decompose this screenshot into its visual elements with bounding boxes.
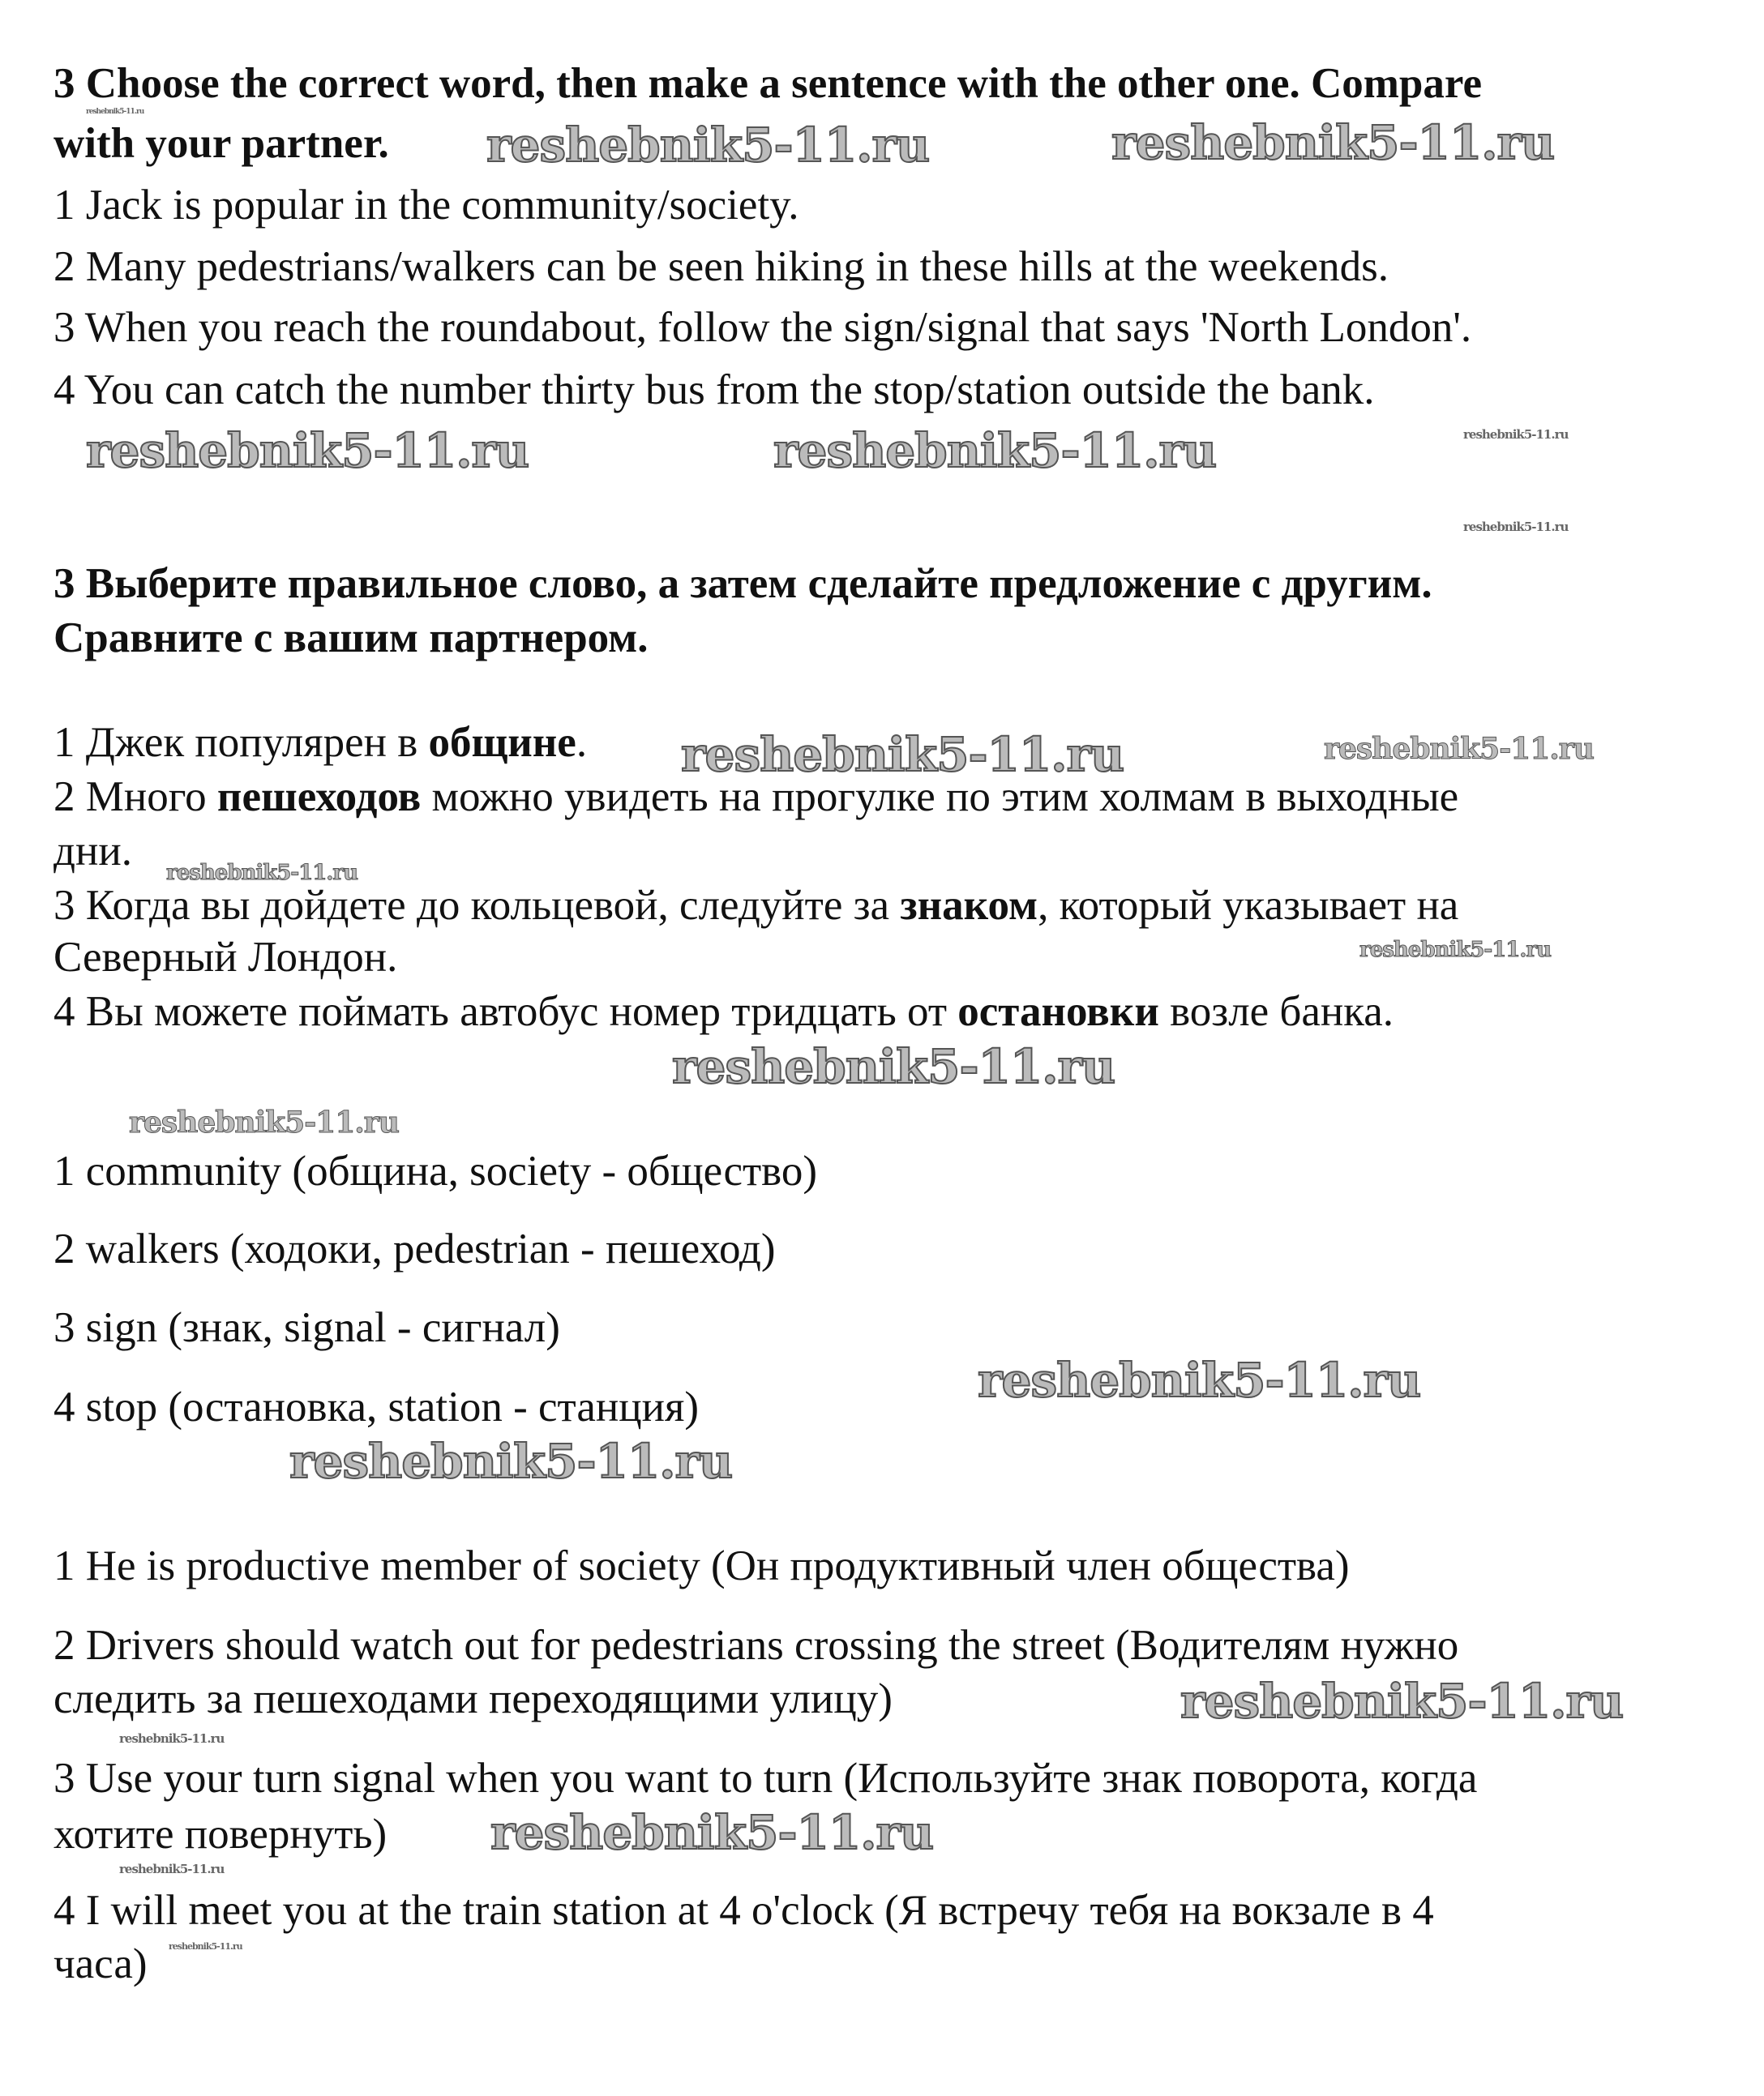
answer-item: 3 sign (знак, signal - сигнал) (54, 1304, 560, 1351)
translation-item-cont: Северный Лондон. (54, 934, 398, 981)
sentence-item-cont: следить за пешеходами переходящими улицу) (54, 1675, 893, 1722)
watermark: reshebnik5-11.ru (86, 108, 144, 116)
exercise-item: 1 Jack is popular in the community/society. (54, 182, 799, 229)
watermark: reshebnik5-11.ru (289, 1434, 733, 1489)
watermark: reshebnik5-11.ru (486, 118, 930, 173)
text: 2 Много (54, 773, 217, 820)
text: , который указывает на (1038, 882, 1459, 929)
exercise-item: 3 When you reach the roundabout, follow the sign/signal that says 'North London'. (54, 304, 1472, 351)
watermark: reshebnik5-11.ru (1463, 520, 1569, 534)
answer-item: 1 community (община, society - общество) (54, 1148, 817, 1195)
translation-item (54, 880, 1458, 930)
watermark: reshebnik5-11.ru (166, 861, 358, 885)
exercise-item: 4 You can catch the number thirty bus from the stop/station outside the bank. (54, 366, 1375, 413)
watermark: reshebnik5-11.ru (1359, 938, 1552, 962)
watermark: reshebnik5-11.ru (1324, 732, 1594, 766)
watermark: reshebnik5-11.ru (490, 1805, 934, 1860)
watermark: reshebnik5-11.ru (672, 1039, 1115, 1094)
answer-word: остановки (957, 988, 1159, 1035)
watermark: reshebnik5-11.ru (119, 1731, 225, 1746)
translation-item (54, 717, 587, 768)
watermark: reshebnik5-11.ru (169, 1941, 242, 1952)
text: 1 Джек популярен в (54, 719, 429, 766)
answer-word: пешеходов (216, 773, 422, 820)
sentence-item: 1 He is productive member of society (Он продуктивный член общества) (54, 1542, 1350, 1589)
watermark: reshebnik5-11.ru (978, 1353, 1421, 1408)
sentence-item-cont: хотите повернуть) (54, 1811, 387, 1858)
text: 4 Вы можете поймать автобус номер тридцать от (54, 988, 958, 1035)
watermark: reshebnik5-11.ru (1111, 115, 1555, 170)
watermark: reshebnik5-11.ru (773, 423, 1217, 478)
exercise-item: 2 Many pedestrians/walkers can be seen hiking in these hills at the weekends. (54, 243, 1389, 290)
exercise-heading-en-2: with your partner. (54, 120, 389, 167)
translation-item (54, 986, 1394, 1037)
answer-item: 2 walkers (ходоки, pedestrian - пешеход) (54, 1226, 776, 1273)
watermark: reshebnik5-11.ru (1463, 427, 1569, 442)
text: возле банка. (1158, 988, 1394, 1035)
text: можно увидеть на прогулке по этим холмам в выходные (421, 773, 1459, 820)
answer-word: знаком (900, 882, 1038, 929)
watermark: reshebnik5-11.ru (86, 423, 529, 478)
watermark: reshebnik5-11.ru (681, 727, 1124, 782)
sentence-item: 4 I will meet you at the train station at 4 o'clock (Я встречу тебя на вокзале в 4 (54, 1887, 1434, 1934)
translation-item-cont: дни. (54, 828, 132, 875)
watermark: reshebnik5-11.ru (119, 1862, 225, 1876)
sentence-item-cont: часа) (54, 1940, 148, 1987)
exercise-heading-en: 3 Choose the correct word, then make a sentence with the other one. Compare (54, 60, 1482, 107)
text: 3 Когда вы дойдете до кольцевой, следуйте за (54, 882, 901, 929)
sentence-item: 2 Drivers should watch out for pedestrians crossing the street (Водителям нужно (54, 1622, 1459, 1669)
watermark: reshebnik5-11.ru (1180, 1674, 1624, 1729)
answer-word: общине (428, 719, 576, 766)
exercise-heading-ru: 3 Выберите правильное слово, а затем сделайте предложение с другим. (54, 560, 1432, 607)
sentence-item: 3 Use your turn signal when you want to turn (Используйте знак поворота, когда (54, 1755, 1478, 1802)
answer-item: 4 stop (остановка, station - станция) (54, 1384, 699, 1431)
text: . (576, 719, 588, 766)
exercise-heading-ru-2: Сравните с вашим партнером. (54, 614, 649, 661)
watermark: reshebnik5-11.ru (129, 1106, 399, 1140)
